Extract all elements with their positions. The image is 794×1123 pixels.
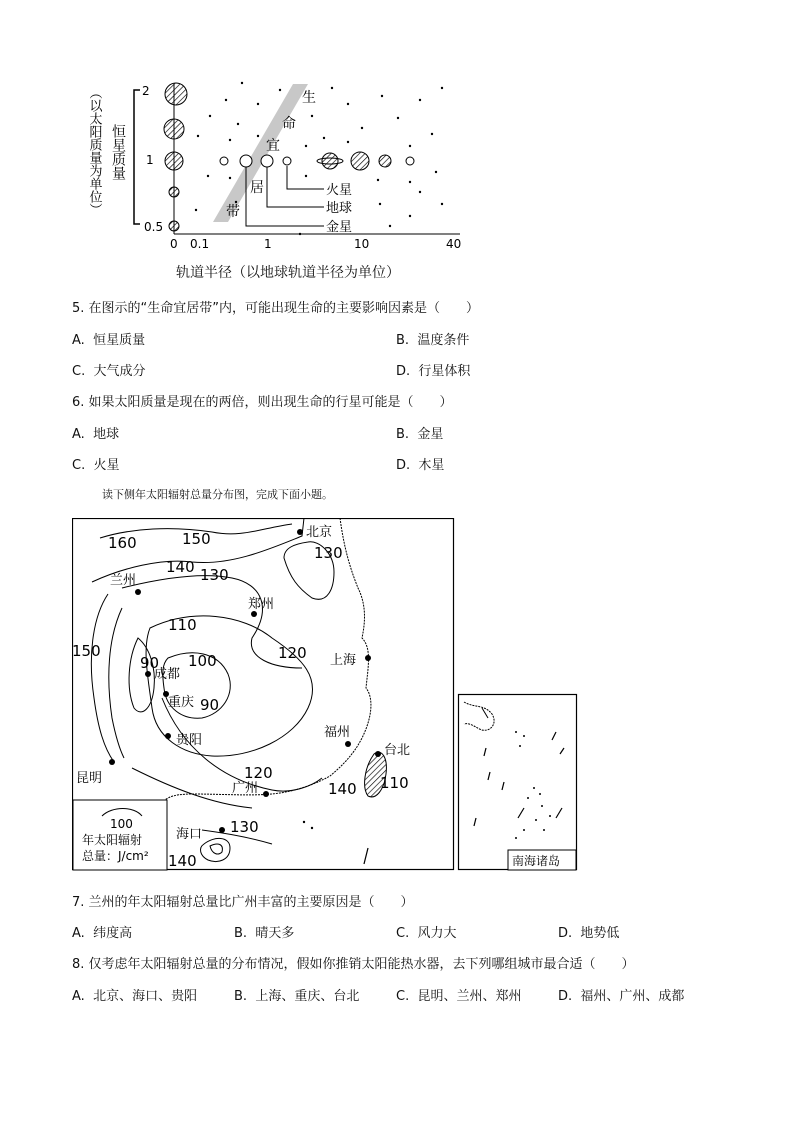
- q8-option-d[interactable]: D. 福州、广州、成都: [558, 989, 685, 1004]
- contour-130-hainan: 130: [230, 818, 259, 836]
- contour-140-hainan: 140: [168, 852, 197, 870]
- x-tick-40: 40: [446, 237, 462, 251]
- y-tick-0-5: 0.5: [144, 220, 164, 234]
- q8-option-a[interactable]: A. 北京、海口、贵阳: [72, 989, 198, 1004]
- q6-option-c[interactable]: C. 火星: [72, 458, 120, 473]
- x-tick-10: 10: [354, 237, 370, 251]
- city-beijing: 北京: [306, 525, 333, 540]
- x-tick-0: 0: [170, 237, 178, 251]
- city-guangzhou: 广州: [232, 781, 259, 796]
- city-taipei: 台北: [384, 743, 411, 758]
- legend-value: 100: [110, 817, 133, 831]
- contour-110-taiwan: 110: [380, 774, 409, 792]
- y-axis-sub-label: （以太阳质量为单位）: [86, 86, 102, 216]
- map-intro: 读下侧年太阳辐射总量分布图，完成下面小题。: [102, 488, 333, 501]
- city-lanzhou: 兰州: [110, 573, 137, 588]
- contour-100: 100: [188, 652, 217, 670]
- contour-160: 160: [108, 534, 137, 552]
- x-tick-1: 1: [264, 237, 272, 251]
- label-mars: 火星: [326, 183, 353, 198]
- contour-130-beijing: 130: [314, 544, 343, 562]
- contour-140-south: 140: [328, 780, 357, 798]
- question-5: 5. 在图示的“生命宜居带”内，可能出现生命的主要影响因素是（ ）: [72, 301, 480, 316]
- mars-circle: [283, 157, 291, 165]
- city-guiyang: 贵阳: [176, 733, 203, 748]
- x-tick-0-1: 0.1: [190, 237, 210, 251]
- y-tick-2: 2: [142, 84, 150, 98]
- habitable-band: [213, 84, 308, 222]
- q7-option-a[interactable]: A. 纬度高: [72, 926, 133, 941]
- city-haikou: 海口: [176, 827, 203, 842]
- q6-option-d[interactable]: D. 木星: [396, 458, 445, 473]
- q5-option-d[interactable]: D. 行星体积: [396, 364, 471, 379]
- solar-radiation-map: [72, 518, 582, 873]
- q7-option-c[interactable]: C. 风力大: [396, 926, 457, 941]
- contour-150-top: 150: [182, 530, 211, 548]
- city-chongqing: 重庆: [168, 695, 195, 710]
- contour-90-chongqing: 90: [200, 696, 220, 714]
- q7-option-b[interactable]: B. 晴天多: [234, 926, 295, 941]
- band-char-3: 宜: [266, 138, 280, 154]
- venus-circle: [240, 155, 252, 167]
- question-8: 8. 仅考虑年太阳辐射总量的分布情况，假如你推销太阳能热水器，去下列哪组城市最合适（ ）: [72, 957, 635, 972]
- q5-option-a[interactable]: A. 恒星质量: [72, 333, 146, 348]
- q8-option-b[interactable]: B. 上海、重庆、台北: [234, 989, 360, 1004]
- question-6: 6. 如果太阳质量是现在的两倍，则出现生命的行星可能是（ ）: [72, 395, 453, 410]
- contour-130-left: 130: [200, 566, 229, 584]
- q6-option-a[interactable]: A. 地球: [72, 427, 120, 442]
- band-char-4: 居: [250, 180, 264, 196]
- contour-110: 110: [168, 616, 197, 634]
- contour-120: 120: [278, 644, 307, 662]
- city-zhengzhou: 郑州: [248, 597, 275, 612]
- contour-140: 140: [166, 558, 195, 576]
- band-char-5: 带: [226, 204, 240, 220]
- q7-option-d[interactable]: D. 地势低: [558, 926, 620, 941]
- contour-150-left: 150: [72, 642, 101, 660]
- q6-option-b[interactable]: B. 金星: [396, 427, 444, 442]
- city-fuzhou: 福州: [324, 725, 351, 740]
- habitable-zone-figure: [80, 76, 480, 286]
- legend-text-1: 年太阳辐射: [82, 833, 143, 847]
- label-earth: 地球: [326, 201, 353, 216]
- contour-90-chengdu: 90: [140, 654, 160, 672]
- inset-label: 南海诸岛: [512, 854, 561, 868]
- earth-circle: [261, 155, 273, 167]
- south-china-sea-inset: [459, 695, 577, 870]
- band-char-2: 命: [282, 116, 296, 132]
- q8-option-c[interactable]: C. 昆明、兰州、郑州: [396, 989, 522, 1004]
- q5-option-b[interactable]: B. 温度条件: [396, 333, 470, 348]
- x-axis-label: 轨道半径（以地球轨道半径为单位）: [176, 265, 400, 281]
- band-char-1: 生: [302, 90, 316, 106]
- legend-text-2: 总量：J/cm²: [82, 849, 149, 863]
- y-tick-1: 1: [146, 153, 154, 167]
- contour-120-south: 120: [244, 764, 273, 782]
- label-venus: 金星: [326, 220, 353, 235]
- city-chengdu: 成都: [154, 667, 181, 682]
- y-axis-main-label: 恒星质量: [110, 124, 126, 180]
- question-7: 7. 兰州的年太阳辐射总量比广州丰富的主要原因是（ ）: [72, 895, 414, 910]
- q5-option-c[interactable]: C. 大气成分: [72, 364, 146, 379]
- city-kunming: 昆明: [76, 771, 103, 786]
- city-shanghai: 上海: [330, 653, 357, 668]
